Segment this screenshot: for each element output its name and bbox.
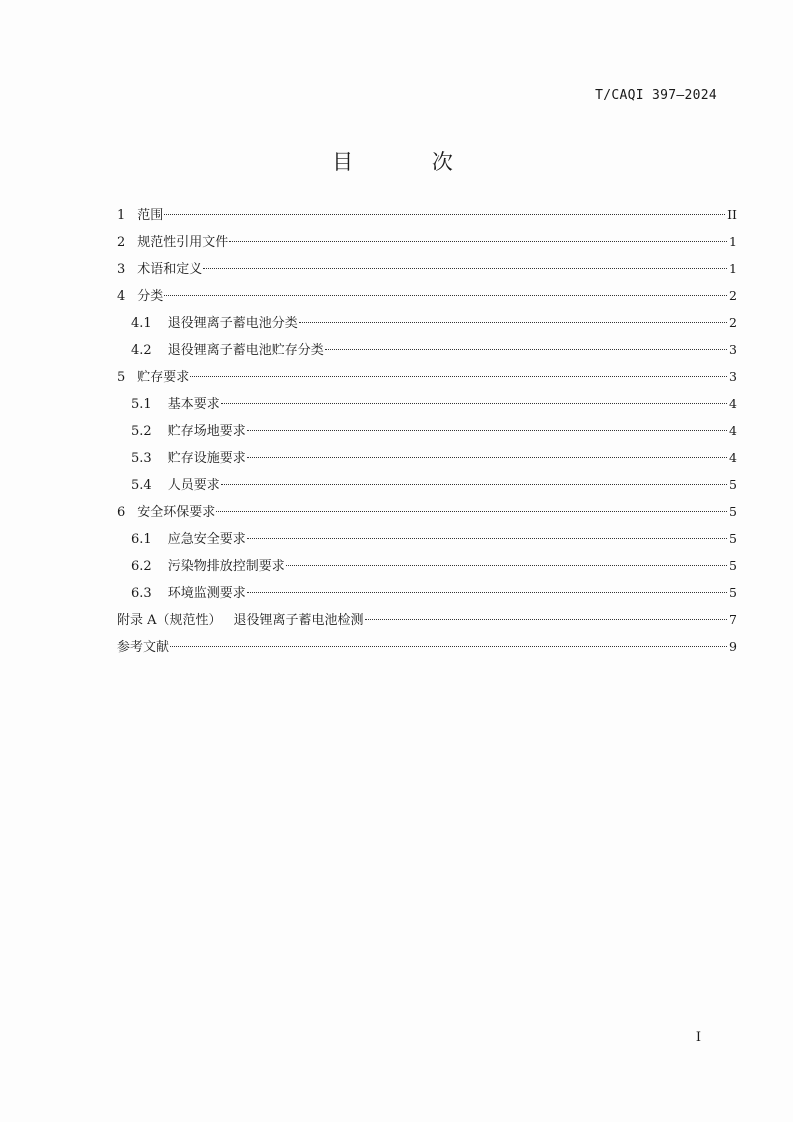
- toc-entry-page: 4: [729, 423, 737, 438]
- toc-entry[interactable]: [117, 636, 737, 663]
- toc-entry[interactable]: [117, 555, 737, 582]
- toc-entry-title: 人员要求: [167, 478, 220, 493]
- toc-entry-page: 1: [729, 261, 737, 276]
- toc-dot-leader: [164, 214, 725, 215]
- toc-entry[interactable]: [117, 474, 737, 501]
- toc-entry-page: 5: [729, 531, 737, 546]
- toc-entry-page: 4: [729, 396, 737, 411]
- toc-dot-leader: [247, 538, 727, 539]
- toc-dot-leader: [190, 376, 727, 377]
- toc-entry-page: 5: [729, 504, 737, 519]
- toc-entry-title: 贮存场地要求: [167, 424, 246, 439]
- toc-entry-title: 分类: [137, 289, 164, 304]
- toc-dot-leader: [170, 646, 727, 647]
- toc-dot-leader: [221, 403, 727, 404]
- toc-entry-page: 3: [729, 369, 737, 384]
- toc-entry[interactable]: [117, 285, 737, 312]
- toc-entry-page: II: [727, 207, 737, 222]
- toc-entry-title: 贮存要求: [137, 370, 190, 385]
- toc-entry-page: 9: [729, 639, 737, 654]
- toc-entry[interactable]: [117, 393, 737, 420]
- toc-entry[interactable]: [117, 366, 737, 393]
- toc-entry-number: 5.4: [131, 478, 152, 493]
- toc-entry[interactable]: [117, 582, 737, 609]
- toc-dot-leader: [216, 511, 727, 512]
- toc-entry-title: 应急安全要求: [167, 532, 246, 547]
- toc-entry[interactable]: [117, 528, 737, 555]
- toc-entry-page: 3: [729, 342, 737, 357]
- standard-code: T/CAQI 397—2024: [595, 88, 717, 103]
- toc-entry[interactable]: [117, 420, 737, 447]
- toc-entry-number: 4.2: [131, 343, 152, 358]
- toc-entry-page: 4: [729, 450, 737, 465]
- toc-entry-title: 术语和定义: [137, 262, 203, 277]
- toc-entry-title: 退役锂离子蓄电池贮存分类: [167, 343, 324, 358]
- toc-entry[interactable]: [117, 609, 737, 636]
- toc-entry-number: 5.2: [131, 424, 152, 439]
- toc-dot-leader: [229, 241, 727, 242]
- toc-entry[interactable]: [117, 339, 737, 366]
- toc-dot-leader: [164, 295, 727, 296]
- toc-entry-number: 5.3: [131, 451, 152, 466]
- toc-entry-page: 2: [729, 288, 737, 303]
- toc-entry[interactable]: [117, 447, 737, 474]
- toc-dot-leader: [365, 619, 727, 620]
- toc-dot-leader: [247, 430, 727, 431]
- toc-dot-leader: [247, 457, 727, 458]
- toc-title: 目 次: [332, 150, 489, 174]
- toc-entry[interactable]: [117, 501, 737, 528]
- toc-entry-number: 4: [117, 289, 126, 304]
- toc-dot-leader: [325, 349, 727, 350]
- toc-entry-title: 安全环保要求: [137, 505, 216, 520]
- toc-entry-page: 5: [729, 477, 737, 492]
- table-of-contents: [117, 204, 737, 663]
- toc-entry-number: 5: [117, 370, 126, 385]
- toc-dot-leader: [247, 592, 727, 593]
- toc-entry-number: 4.1: [131, 316, 152, 331]
- page-number: I: [695, 1030, 701, 1045]
- toc-dot-leader: [286, 565, 727, 566]
- toc-entry-title: 规范性引用文件: [137, 235, 229, 250]
- toc-entry[interactable]: [117, 204, 737, 231]
- toc-entry[interactable]: [117, 258, 737, 285]
- toc-entry-title: 基本要求: [167, 397, 220, 412]
- toc-dot-leader: [221, 484, 727, 485]
- toc-entry-number: 6.3: [131, 586, 152, 601]
- toc-entry-number: 1: [117, 208, 126, 223]
- toc-entry-number: 5.1: [131, 397, 152, 412]
- toc-entry-title: 污染物排放控制要求: [167, 559, 285, 574]
- toc-entry-number: 附录 A（规范性）: [117, 613, 222, 628]
- toc-entry-page: 1: [729, 234, 737, 249]
- toc-entry-title: 退役锂离子蓄电池检测: [233, 613, 364, 628]
- toc-entry-title: 参考文献: [117, 640, 170, 655]
- toc-entry-page: 2: [729, 315, 737, 330]
- toc-dot-leader: [203, 268, 727, 269]
- toc-entry-page: 5: [729, 585, 737, 600]
- toc-entry[interactable]: [117, 312, 737, 339]
- toc-entry-title: 贮存设施要求: [167, 451, 246, 466]
- toc-entry-title: 环境监测要求: [167, 586, 246, 601]
- toc-entry-number: 2: [117, 235, 126, 250]
- toc-entry-number: 6.1: [131, 532, 152, 547]
- toc-entry-title: 范围: [137, 208, 164, 223]
- toc-entry[interactable]: [117, 231, 737, 258]
- toc-entry-page: 7: [729, 612, 737, 627]
- toc-entry-page: 5: [729, 558, 737, 573]
- toc-entry-title: 退役锂离子蓄电池分类: [167, 316, 298, 331]
- toc-entry-number: 6: [117, 505, 126, 520]
- toc-entry-number: 3: [117, 262, 126, 277]
- toc-entry-number: 6.2: [131, 559, 152, 574]
- toc-dot-leader: [299, 322, 727, 323]
